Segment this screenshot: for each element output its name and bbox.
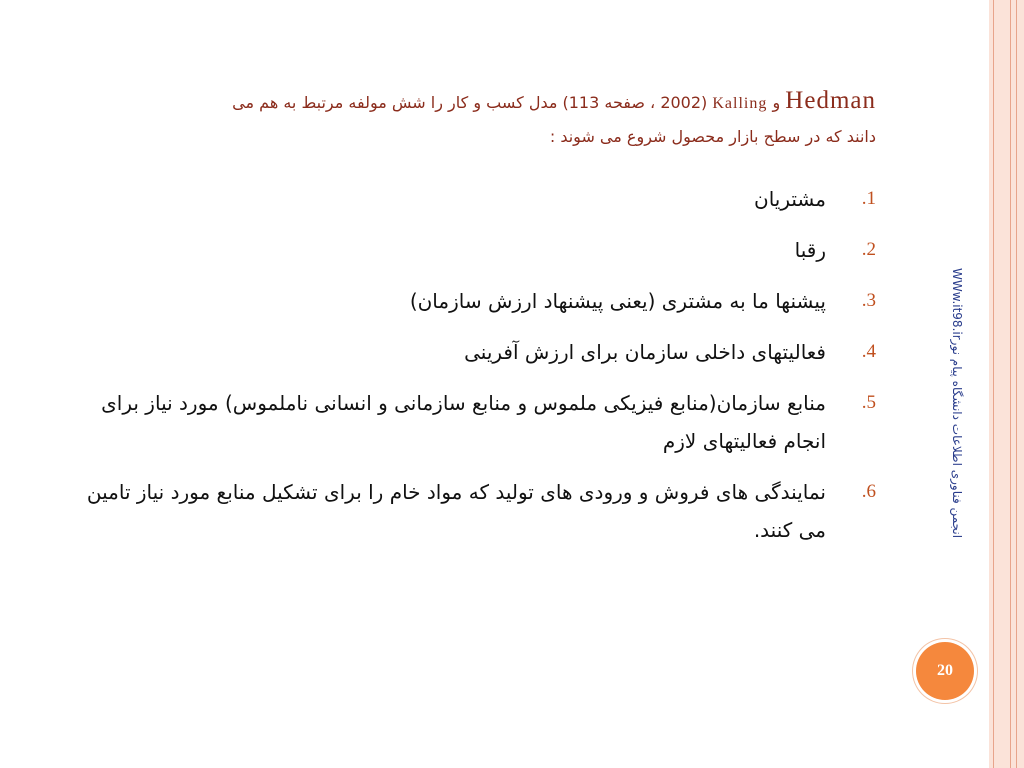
- list-item: [66, 384, 876, 460]
- list-item: [66, 180, 876, 218]
- list-item-text: منابع سازمان(منابع فیزیکی ملموس و منابع سازمانی و انسانی ناملموس) مورد نیاز برای انجام فعالیتهای لازم: [101, 391, 826, 453]
- list-number: 4.: [861, 341, 876, 362]
- right-border-band: [989, 0, 1024, 768]
- slide-title: [56, 84, 876, 153]
- list-number: 1.: [861, 188, 876, 209]
- list-item-text: فعالیتهای داخلی سازمان برای ارزش آفرینی: [464, 340, 826, 364]
- right-border-line: [1016, 0, 1017, 768]
- list-item: [66, 333, 876, 371]
- list-item-text: مشتریان: [754, 187, 826, 211]
- list-item-text: پیشنها ما به مشتری (یعنی پیشنهاد ارزش سازمان): [409, 289, 826, 313]
- page-number-badge: 20: [916, 642, 974, 700]
- component-list: [66, 180, 876, 562]
- title-connector: و: [772, 93, 781, 112]
- title-text-line2: دانند که در سطح بازار محصول شروع می شوند :: [549, 127, 876, 146]
- list-number: 6.: [861, 481, 876, 502]
- list-item-text: نمایندگی های فروش و ورودی های تولید که مواد خام را برای تشکیل منابع مورد نیاز تامین می کنند.: [86, 480, 826, 542]
- title-text: (2002 ، صفحه 113) مدل کسب و کار را شش مولفه مرتبط به هم می: [232, 93, 708, 112]
- list-item: [66, 231, 876, 269]
- list-number: 2.: [861, 239, 876, 260]
- title-author-kalling: Kalling: [712, 95, 768, 112]
- list-item-text: رقبا: [794, 238, 826, 262]
- list-number: 3.: [861, 290, 876, 311]
- list-item: [66, 282, 876, 320]
- right-border-line: [993, 0, 994, 768]
- list-number: 5.: [861, 392, 876, 413]
- side-watermark-text: WWw.it98.irانجمن فناوری اطلاعات دانشگاه پیام نور: [950, 268, 964, 539]
- right-border-line: [1010, 0, 1011, 768]
- list-item: [66, 473, 876, 549]
- title-author-hedman: Hedman: [785, 87, 876, 114]
